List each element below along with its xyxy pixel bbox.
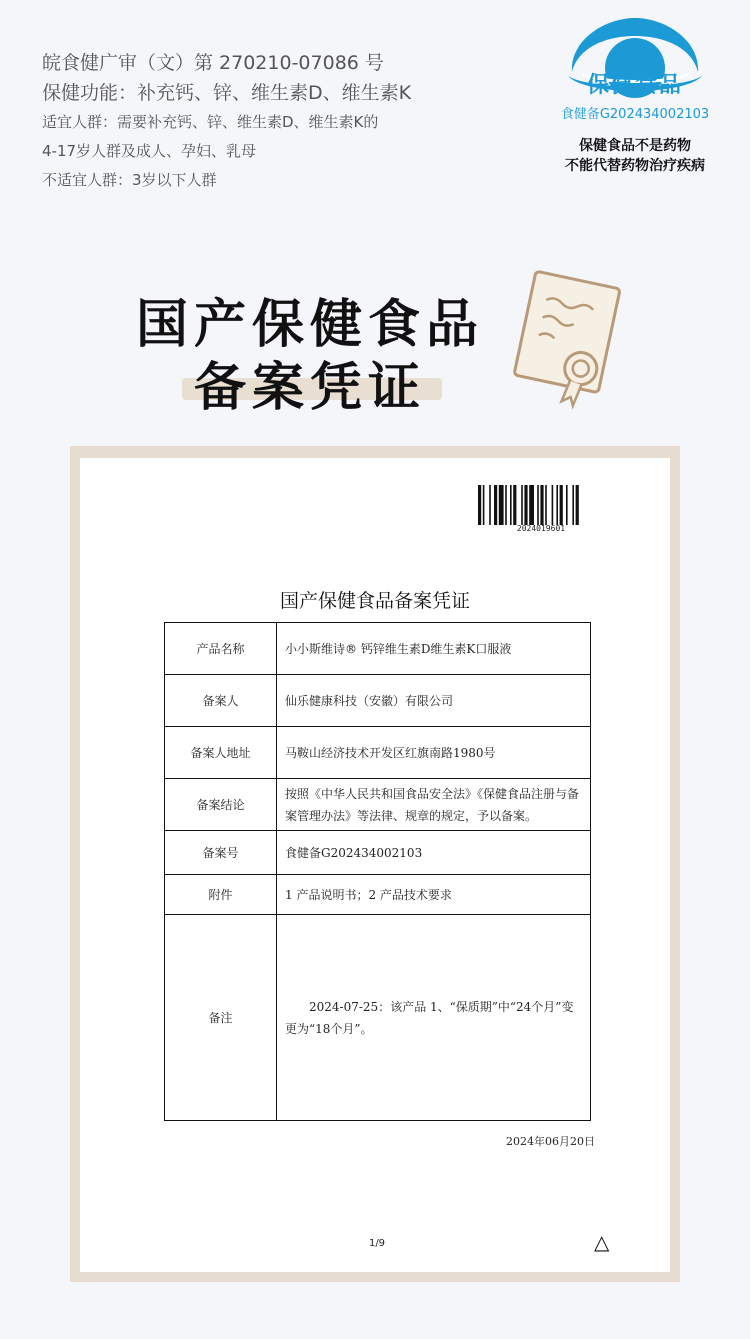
row-value: 仙乐健康科技（安徽）有限公司	[277, 675, 591, 727]
row-value: 1 产品说明书；2 产品技术要求	[277, 875, 591, 915]
badge-warning-line1: 保健食品不是药物	[579, 138, 691, 154]
badge-number: 食健备G202434002103	[560, 107, 710, 122]
barcode-bar	[483, 485, 485, 525]
barcode-bar	[510, 485, 512, 525]
table-row	[165, 779, 591, 831]
table-row	[165, 623, 591, 675]
barcode-bar	[529, 485, 534, 525]
suitable-group-line2: 4-17岁人群及成人、孕妇、乳母	[42, 142, 257, 160]
certificate-table	[164, 622, 591, 1121]
approval-number: 皖食健广审（文）第 270210-07086 号	[42, 52, 384, 74]
barcode-bar	[576, 485, 579, 525]
row-key: 备案人地址	[165, 727, 277, 779]
document-title: 国产保健食品备案凭证	[279, 590, 470, 612]
barcode-bar	[494, 485, 497, 525]
headline-line2: 备案凭证	[193, 358, 426, 418]
barcode-number: 2024019601	[516, 524, 566, 533]
unsuitable-group: 不适宜人群：3岁以下人群	[42, 171, 217, 189]
certificate-icon	[505, 265, 630, 410]
barcode-bar	[560, 485, 563, 525]
ad-info-block	[42, 48, 411, 195]
table-row	[165, 875, 591, 915]
table-row	[165, 915, 591, 1121]
barcode	[478, 485, 604, 525]
table-row	[165, 727, 591, 779]
health-food-badge	[550, 10, 720, 176]
badge-warning-line2: 不能代替药物治疗疾病	[565, 158, 705, 174]
barcode-bar	[499, 485, 504, 525]
barcode-bar	[552, 485, 554, 525]
barcode-bar	[545, 485, 547, 525]
row-value: 按照《中华人民共和国食品安全法》《保健食品注册与备案管理办法》等法律、规章的规定，予以备案。	[277, 779, 591, 831]
barcode-bar	[489, 485, 491, 525]
badge-name: 保健食品	[586, 73, 683, 98]
barcode-bar	[566, 485, 568, 525]
row-key: 附件	[165, 875, 277, 915]
barcode-bar	[478, 485, 481, 525]
barcode-bar	[537, 485, 539, 525]
barcode-bar	[572, 485, 574, 525]
row-key: 备案人	[165, 675, 277, 727]
barcode-bar	[513, 485, 516, 525]
row-value: 马鞍山经济技术开发区红旗南路1980号	[277, 727, 591, 779]
health-functions: 保健功能：补充钙、锌、维生素D、维生素K	[42, 82, 412, 104]
triangle-icon: △	[594, 1230, 610, 1254]
headline-line1: 国产保健食品	[135, 295, 484, 355]
barcode-bar	[521, 485, 523, 525]
row-value: 食健备G202434002103	[277, 831, 591, 875]
row-key: 备案号	[165, 831, 277, 875]
issue-date: 2024年06月20日	[506, 1135, 595, 1148]
row-value: 小小斯维诗® 钙锌维生素D维生素K口服液	[277, 623, 591, 675]
page-number: 1/9	[368, 1238, 386, 1249]
row-key: 备案结论	[165, 779, 277, 831]
barcode-bar	[505, 485, 507, 525]
row-key: 备注	[165, 915, 277, 1121]
suitable-group-line1: 适宜人群：需要补充钙、锌、维生素D、维生素K的	[42, 113, 379, 131]
barcode-bar	[556, 485, 558, 525]
barcode-bar	[524, 485, 527, 525]
row-key: 产品名称	[165, 623, 277, 675]
barcode-bar	[540, 485, 543, 525]
table-row	[165, 831, 591, 875]
row-value: 2024-07-25：该产品 1、“保质期”中“24个月”变更为“18个月”。	[277, 915, 591, 1121]
table-row	[165, 675, 591, 727]
